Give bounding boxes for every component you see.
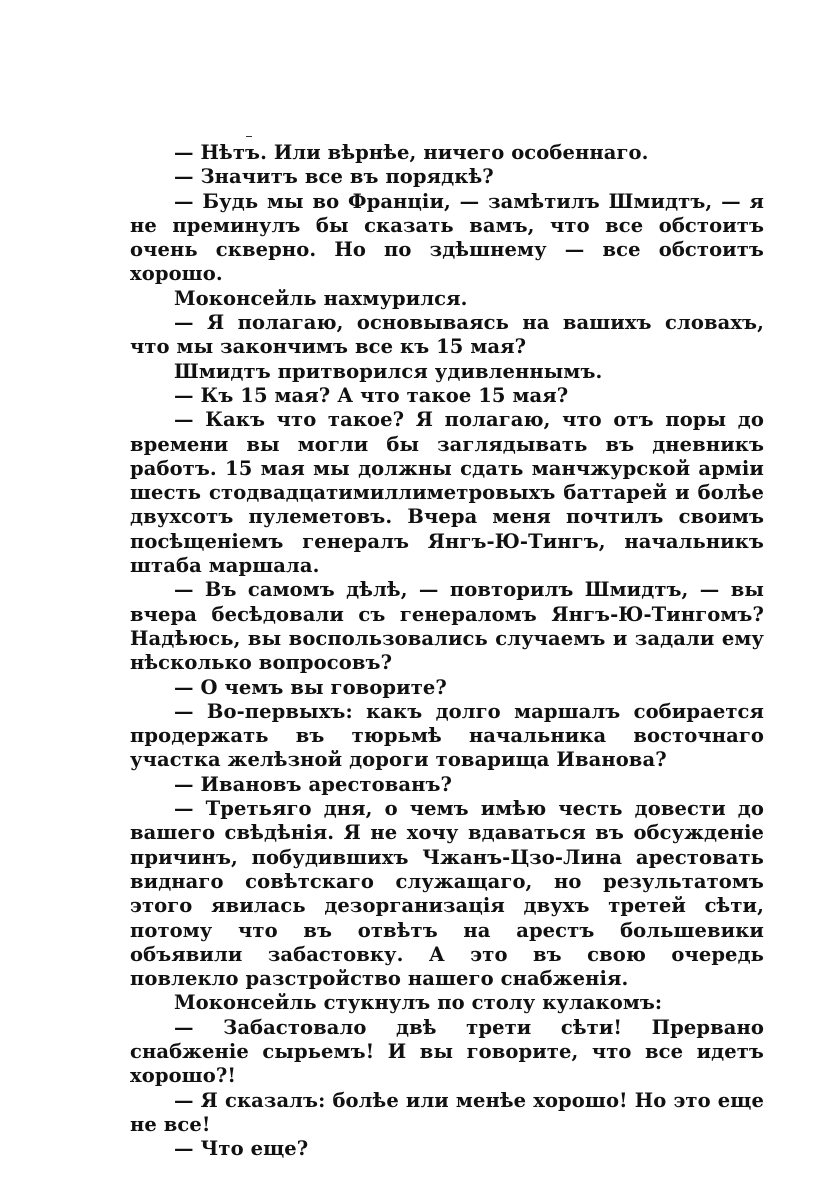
paragraph: — Во-первыхъ: какъ долго маршалъ собирается продержать въ тюрьмѣ начальника восточнаго участка желѣзной дороги товарища Иванова?: [130, 699, 764, 772]
page-text: [130, 141, 764, 1161]
paragraph: — Нѣтъ. Или вѣрнѣе, ничего особеннаго.: [174, 141, 649, 164]
paragraph: — Я полагаю, основываясь на вашихъ словахъ, что мы закончимъ все къ 15 мая?: [130, 311, 764, 359]
paragraph: — О чемъ вы говорите?: [174, 675, 447, 699]
paragraph: — Къ 15 мая? А что такое 15 мая?: [174, 383, 569, 407]
paragraph: Моконсейль нахмурился.: [174, 286, 468, 310]
paragraph: — Я сказалъ: болѣе или менѣе хорошо! Но это еще не все!: [130, 1088, 764, 1136]
paragraph: Шмидтъ притворился удивленнымъ.: [174, 359, 603, 383]
paragraph: — Что еще?: [174, 1137, 309, 1161]
paragraph: — Какъ что такое? Я полагаю, что отъ поры до времени вы могли бы заглядывать въ дневникъ работъ. 15 мая мы должны сдать манчжурской арміи шесть стодвадцатимиллиметровыхъ баттарей и болѣе двухсотъ пулеметовъ. Вчера меня почтилъ своимъ посѣщеніемъ генералъ Янгъ-Ю-Тингъ, начальникъ штаба маршала.: [130, 408, 764, 578]
paragraph: Моконсейль стукнулъ по столу кулакомъ:: [174, 991, 663, 1015]
paragraph: — Въ самомъ дѣлѣ, — повторилъ Шмидтъ, — вы вчера бесѣдовали съ генераломъ Янгъ-Ю-Тингомъ? Надѣюсь, вы воспользовались случаемъ и задали ему нѣсколько вопросовъ?: [130, 578, 764, 675]
paragraph: — Будь мы во Франціи, — замѣтилъ Шмидтъ, — я не преминулъ бы сказать вамъ, что все обстоитъ очень скверно. Но по здѣшнему — все обстоитъ хорошо.: [130, 189, 764, 286]
paragraph: — Третьяго дня, о чемъ имѣю честь довести до вашего свѣдѣнія. Я не хочу вдаваться въ обсужденіе причинъ, побудившихъ Чжанъ-Цзо-Лина арестовать виднаго совѣтскаго служащаго, но результатомъ этого явилась дезорганизація двухъ третей сѣти, потому что въ отвѣтъ на арестъ большевики объявили забастовку. А это въ свою очередь повлекло разстройство нашего снабженія.: [130, 797, 764, 991]
print-mark: [246, 136, 252, 137]
paragraph: — Значитъ все въ порядкѣ?: [174, 165, 494, 189]
paragraph: — Забастовало двѣ трети сѣти! Прервано снабженіе сырьемъ! И вы говорите, что все идетъ хорошо?!: [130, 1015, 764, 1088]
paragraph: — Ивановъ арестованъ?: [174, 772, 453, 796]
